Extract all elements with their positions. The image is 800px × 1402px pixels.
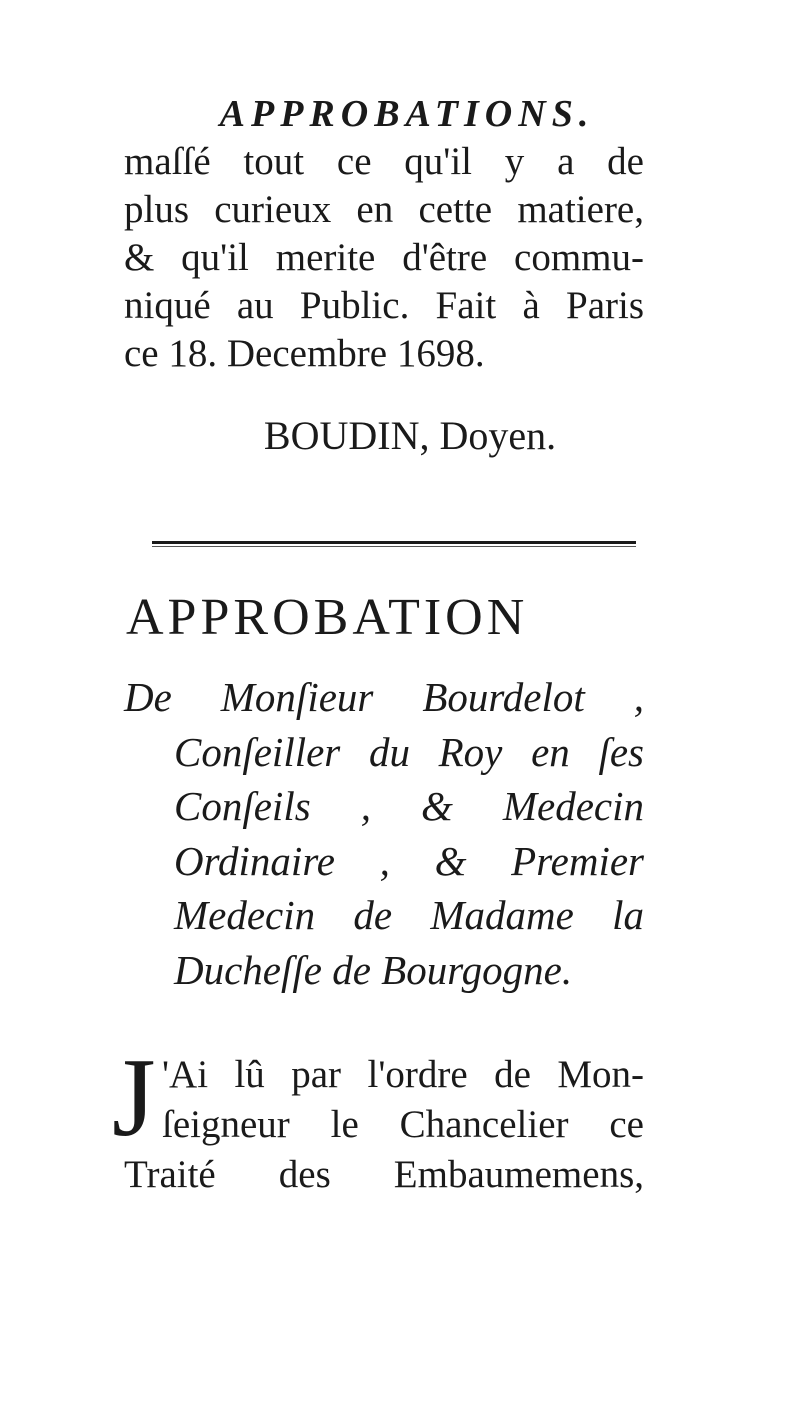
- subtitle-line: Medecin de Madame la: [174, 892, 644, 938]
- drop-cap: J: [112, 1036, 156, 1160]
- text-line: maſſé tout ce qu'il y a de: [124, 140, 644, 183]
- paragraph-2: [112, 1036, 644, 1200]
- text-line: Traité des Embaumemens,: [124, 1153, 644, 1196]
- subtitle-line: Conſeiller du Roy en ſes: [174, 728, 644, 775]
- subtitle-line: Conſeils , & Medecin: [174, 783, 644, 829]
- running-head: APPROBATIONS.: [219, 93, 595, 135]
- section-subtitle: [124, 670, 644, 997]
- text-line: & qu'il merite d'être commu-: [124, 236, 644, 279]
- divider-rule: [152, 541, 636, 547]
- subtitle-line: De Monſieur Bourdelot ,: [124, 674, 644, 720]
- text-line: 'Ai lû par l'ordre de Mon-: [162, 1053, 644, 1096]
- section-title: APPROBATION: [126, 589, 529, 646]
- subtitle-line: Ordinaire , & Premier: [174, 837, 644, 884]
- text-line: niqué au Public. Fait à Paris: [124, 284, 644, 327]
- text-line: ce 18. Decembre 1698.: [124, 332, 485, 375]
- text-line: ſeigneur le Chancelier ce: [162, 1103, 644, 1146]
- signature: BOUDIN, Doyen.: [263, 413, 557, 458]
- text-line: plus curieux en cette matiere,: [124, 188, 644, 231]
- subtitle-line: Ducheſſe de Bourgogne.: [174, 946, 573, 993]
- paragraph-1: [124, 138, 644, 378]
